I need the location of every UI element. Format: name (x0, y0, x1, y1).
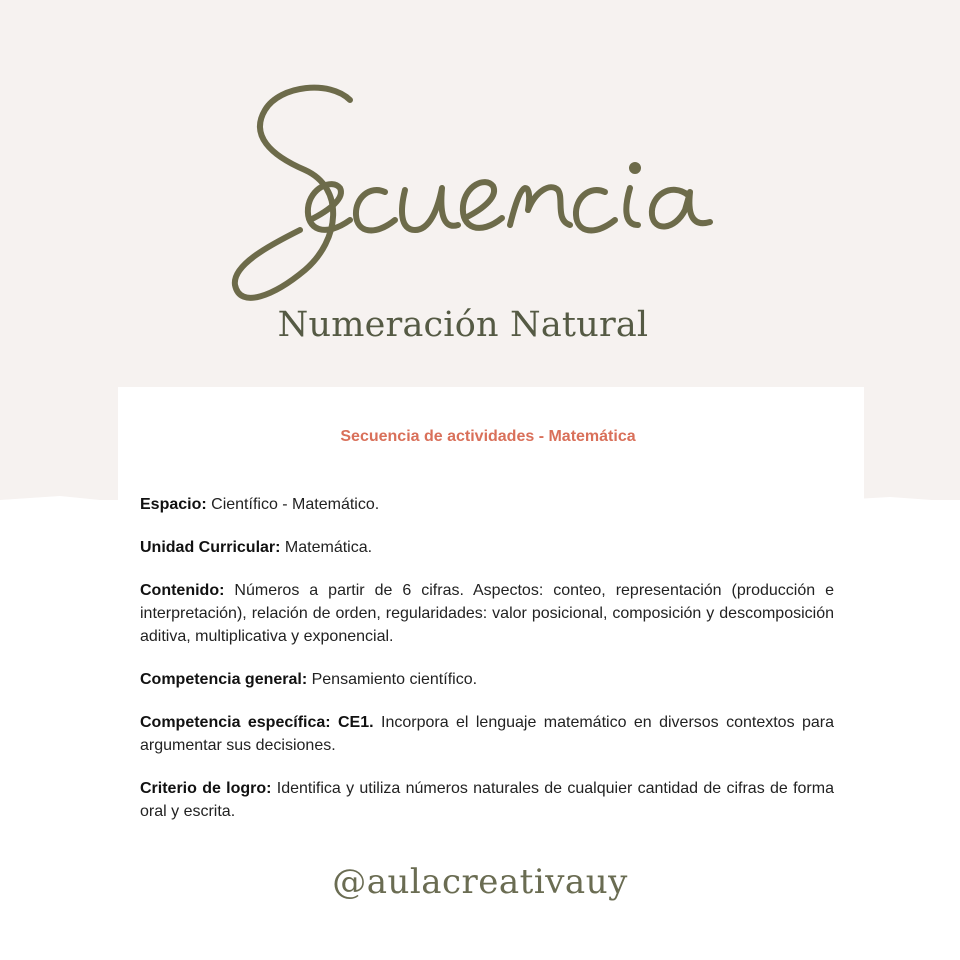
field-competencia-general (140, 668, 834, 691)
field-criterio-de-logro (140, 777, 834, 823)
field-unidad-curricular (140, 536, 834, 559)
field-value: Pensamiento científico. (311, 671, 478, 688)
field-label: Contenido: (140, 582, 225, 599)
field-value: Matemática. (284, 539, 373, 556)
field-value: Identifica y utiliza números naturales de cualquier cantidad de cifras de forma oral y escrita. (140, 780, 834, 820)
field-value: Incorpora el lenguaje matemático en diversos contextos para argumentar sus decisiones. (140, 714, 835, 754)
subtitle: Numeración Natural (277, 305, 649, 345)
field-contenido (140, 579, 834, 648)
field-value: Científico - Matemático. (211, 496, 380, 513)
field-competencia-especifica (140, 711, 834, 757)
field-label: Unidad Curricular: (140, 539, 281, 556)
field-label: Competencia general: (140, 671, 308, 688)
field-label: Espacio: (140, 496, 207, 513)
field-espacio (140, 493, 834, 516)
social-handle: @aulacreativauy (332, 862, 628, 902)
field-list (140, 493, 834, 843)
script-title-lettering (210, 70, 770, 330)
field-label: Competencia específica: CE1. (140, 714, 374, 731)
field-label: Criterio de logro: (140, 780, 272, 797)
card-heading: Secuencia de actividades - Matemática (340, 428, 636, 445)
script-title (210, 70, 770, 330)
field-value: Números a partir de 6 cifras. Aspectos: conteo, representación (producción e interpretación), relación de orden, regularidades: valor posicional, composición y descomposición aditiva, multiplicativa y exponencial. (140, 582, 834, 645)
